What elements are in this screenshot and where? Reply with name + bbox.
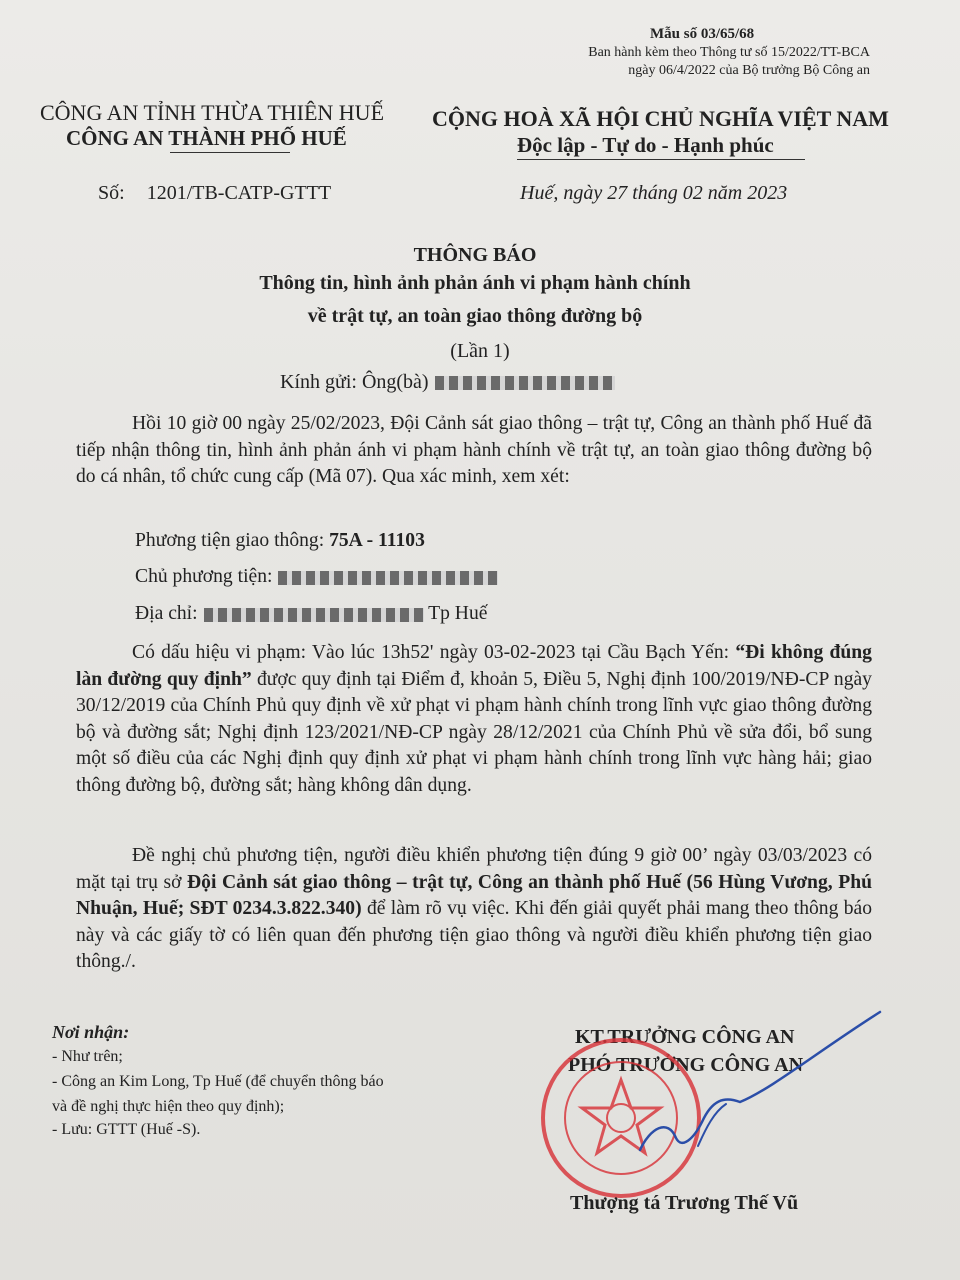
receivers-title: Nơi nhận: [52, 1022, 130, 1042]
vehicle-label: Phương tiện giao thông: [135, 530, 325, 551]
signature-title-1: KT.TRƯỞNG CÔNG AN [575, 1026, 795, 1048]
agency-name: CÔNG AN THÀNH PHỐ HUẾ [66, 126, 347, 150]
document-number-label: Số: [98, 182, 125, 204]
nation-name: CỘNG HOÀ XÃ HỘI CHỦ NGHĨA VIỆT NAM [432, 106, 889, 131]
receiver-item: và đề nghị thực hiện theo quy định); [52, 1098, 285, 1115]
receiver-item: - Công an Kim Long, Tp Huế (để chuyển thông báo [52, 1073, 384, 1090]
address-label: Địa chỉ: [135, 603, 198, 624]
form-number: Mẫu số 03/65/68 [650, 26, 755, 42]
red-seal-stamp [543, 1040, 699, 1196]
document-title: THÔNG BÁO [413, 244, 537, 266]
document-subtitle-2: về trật tự, an toàn giao thông đường bộ [307, 305, 643, 327]
signature-title-2: PHÓ TRƯỞNG CÔNG AN [568, 1054, 804, 1076]
violation-name: “Đi không đúng làn đường quy định” [76, 642, 872, 690]
notice-times: (Lần 1) [450, 340, 510, 362]
date-line: Huế, ngày 27 tháng 02 năm 2023 [520, 182, 788, 204]
summons-lead: Đề nghị chủ phương tiện, người điều khiển phương tiện đúng 9 giờ 00’ ngày 03/03/2023 có mặt tại trụ sở [76, 845, 872, 893]
document-subtitle-1: Thông tin, hình ảnh phản ánh vi phạm hành chính [259, 272, 691, 294]
form-issued-with: Ban hành kèm theo Thông tư số 15/2022/TT-BCA [588, 45, 870, 60]
vehicle-plate: 75A - 11103 [329, 530, 425, 551]
signer-name: Thượng tá Trương Thế Vũ [570, 1192, 799, 1214]
receiver-item: - Lưu: GTTT (Huế -S). [52, 1121, 201, 1138]
recipient-label: Kính gửi: Ông(bà) [280, 371, 429, 393]
document-number-value: 1201/TB-CATP-GTTT [146, 182, 332, 204]
violation-legal-basis: được quy định tại Điểm đ, khoản 5, Điều 5, Nghị định 100/2019/NĐ-CP ngày 30/12/2019 của Chính Phủ quy định về xử phạt vi phạm hành chính trong lĩnh vực giao thông đường bộ và đường sắt; Nghị định 123/2021/NĐ-CP ngày 28/12/2021 của Chính Phủ về sửa đổi, bổ sung một số điều của các Nghị định quy định xử phạt vi phạm hành chính trong lĩnh vực hàng hải; giao thông đường bộ, đường sắt; hàng không dân dụng. [76, 668, 872, 796]
handwritten-signature-stroke-2 [698, 1104, 726, 1146]
nation-motto: Độc lập - Tự do - Hạnh phúc [517, 133, 774, 157]
body-paragraph-1-text: Hồi 10 giờ 00 ngày 25/02/2023, Đội Cảnh sát giao thông – trật tự, Công an thành phố Huế đã tiếp nhận thông tin, hình ảnh phản ánh vi phạm hành chính về trật tự, an toàn giao thông đường bộ do cá nhân, tổ chức cung cấp (Mã 07). Qua xác minh, xem xét: [76, 413, 872, 487]
violation-lead: Có dấu hiệu vi phạm: Vào lúc 13h52' ngày 03-02-2023 tại Cầu Bạch Yến: [132, 642, 730, 663]
address-city: Tp Huế [428, 603, 488, 624]
receiver-item: - Như trên; [52, 1048, 123, 1065]
summons-place: Đội Cảnh sát giao thông – trật tự, Công an thành phố Huế (56 Hùng Vương, Phú Nhuận, Huế; SĐT 0234.3.822.340) [76, 871, 872, 919]
agency-parent: CÔNG AN TỈNH THỪA THIÊN HUẾ [40, 100, 385, 125]
summons-rest: để làm rõ vụ việc. Khi đến giải quyết phải mang theo thông báo này và các giấy tờ có liên quan đến phương tiện giao thông và người điều khiển phương tiện giao thông./. [76, 898, 872, 972]
owner-label: Chủ phương tiện: [135, 566, 273, 587]
form-issued-date: ngày 06/4/2022 của Bộ trưởng Bộ Công an [628, 63, 870, 78]
